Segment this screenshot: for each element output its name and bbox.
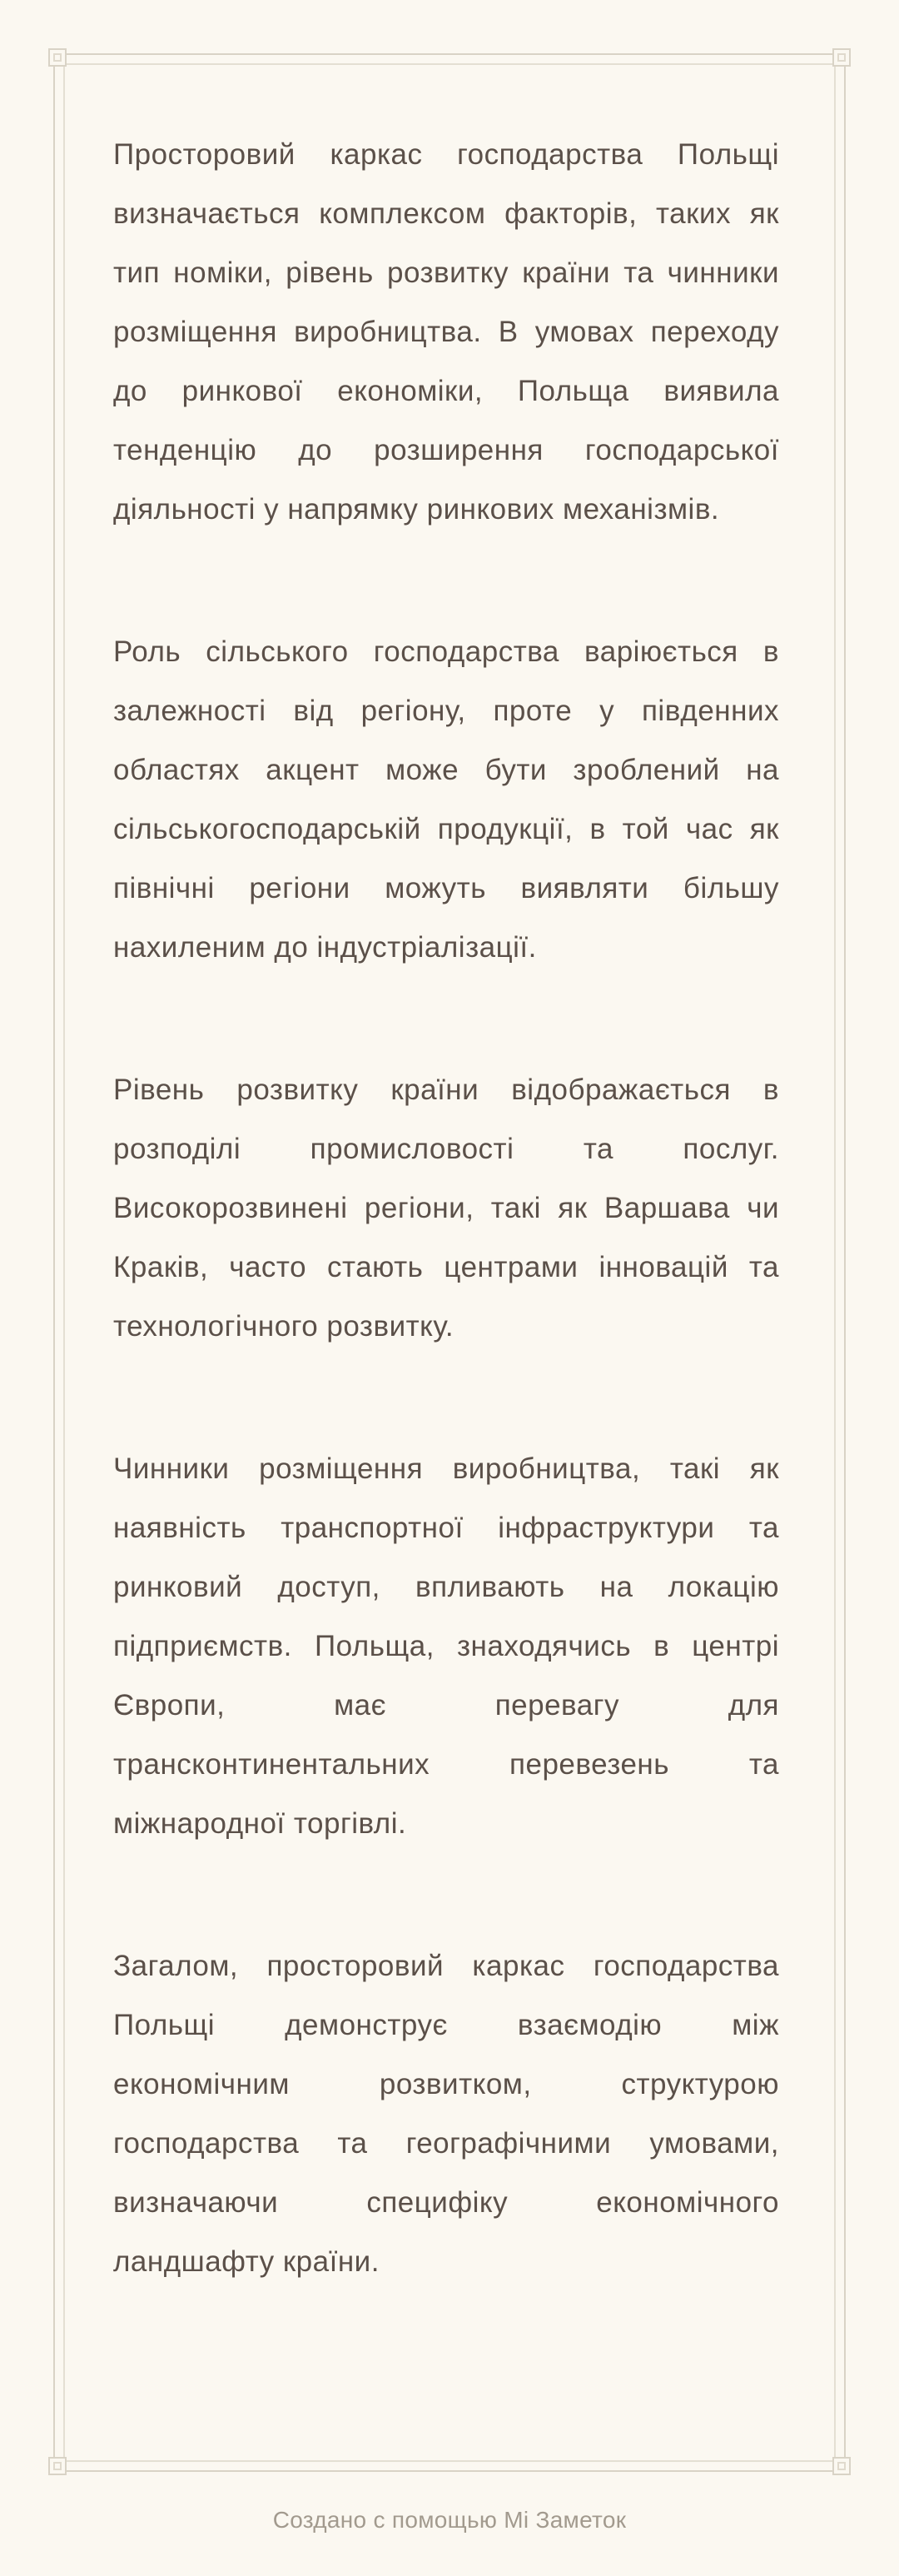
frame-corner-ornament xyxy=(48,48,67,67)
note-paragraph: Чинники розміщення виробництва, такі як наявність транспортної інфраструктури та ринковий доступ, впливають на локацію підприємств. Польща, знаходячись в центрі Європи, має перевагу для трансконтинентальних перевезень та міжнародної торгівлі. xyxy=(113,1452,779,1840)
note-paragraph: Загалом, просторовий каркас господарства Польщі демонструє взаємодію між економічним розвитком, структурою господарства та географічними умовами, визначаючи специфіку економічного ландшафту країни. xyxy=(113,1950,779,2278)
note-paragraph: Рівень розвитку країни відображається в розподілі промисловості та послуг. Високорозвинені регіони, такі як Варшава чи Краків, часто стають центрами інновацій та технологічного розвитку. xyxy=(113,1074,779,1343)
frame-corner-ornament xyxy=(48,2457,67,2475)
note-content xyxy=(113,125,779,2291)
footer-credit: Создано с помощью Mi Заметок xyxy=(272,2507,627,2533)
frame-corner-ornament xyxy=(832,2457,851,2475)
frame-corner-ornament xyxy=(832,48,851,67)
note-paragraph: Просторовий каркас господарства Польщі визначається комплексом факторів, таких як тип номіки, рівень розвитку країни та чинники розміщення виробництва. В умовах переходу до ринкової економіки, Польща виявила тенденцію до розширення господарської діяльності у напрямку ринкових механізмів. xyxy=(113,138,779,526)
note-paragraph: Роль сільського господарства варіюється в залежності від регіону, проте у південних областях акцент може бути зроблений на сільськогосподарській продукції, в той час як північні регіони можуть виявляти більшу нахиленим до індустріалізації. xyxy=(113,635,779,964)
